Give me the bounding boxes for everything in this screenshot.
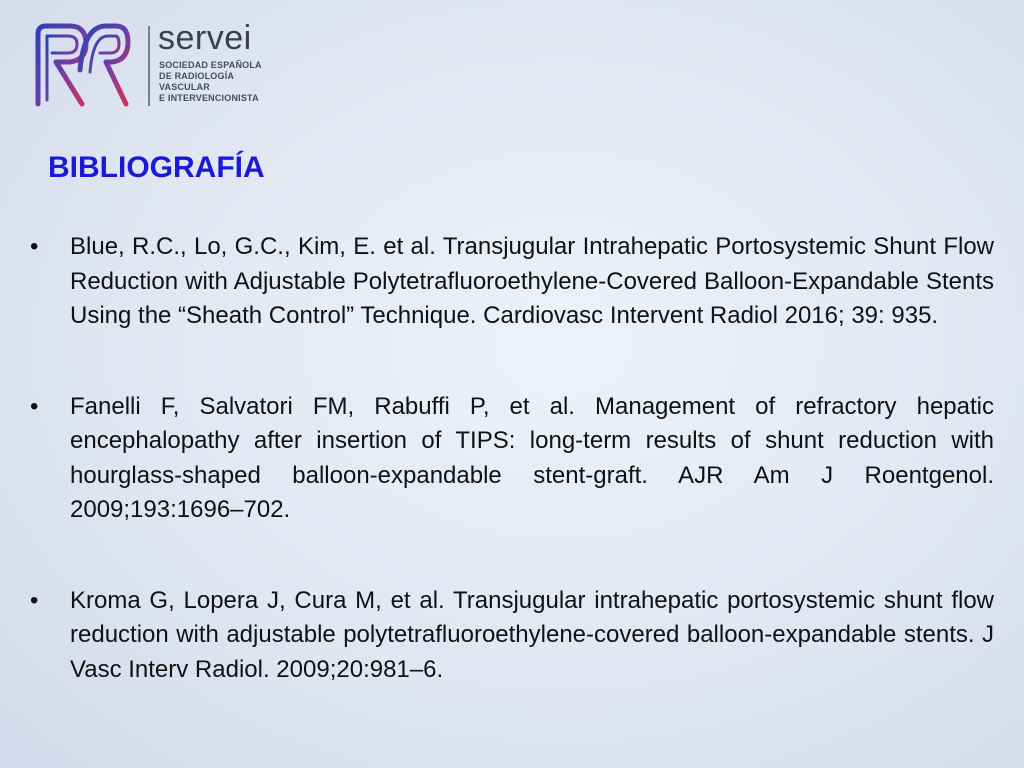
servei-logo-mark-icon [30, 20, 132, 108]
logo-subtitle [159, 60, 262, 104]
reference-item [28, 230, 994, 334]
bullet-icon: • [30, 392, 39, 420]
reference-list [28, 230, 994, 687]
logo-wordmark: servei [158, 19, 252, 57]
reference-item [28, 584, 994, 688]
reference-text: Blue, R.C., Lo, G.C., Kim, E. et al. Transjugular Intrahepatic Portosystemic Shunt Flow Reduction with Adjustable Polytetrafluoroethylene-Covered Balloon-Expandable Stents Using the “Sheath Control” Technique. Cardiovasc Intervent Radiol 2016; 39: 935. [70, 233, 994, 329]
logo-divider [148, 26, 150, 106]
logo-subtitle-line: E INTERVENCIONISTA [159, 93, 259, 103]
bullet-icon: • [30, 233, 39, 260]
logo-subtitle-line: DE RADIOLOGÍA [159, 71, 235, 81]
logo-subtitle-line: SOCIEDAD ESPAÑOLA [159, 60, 262, 70]
bullet-icon: • [30, 586, 39, 614]
reference-item [28, 390, 994, 528]
page-title: BIBLIOGRAFÍA [48, 151, 265, 184]
servei-logo [30, 20, 290, 112]
reference-text: Fanelli F, Salvatori FM, Rabuffi P, et al. Management of refractory hepatic encephalopathy after insertion of TIPS: long-term results of shunt reduction with hourglass-shaped balloon-expandable stent-graft. AJR Am J Roentgenol. 2009;193:1696–702. [70, 392, 994, 523]
reference-text: Kroma G, Lopera J, Cura M, et al. Transjugular intrahepatic portosystemic shunt flow reduction with adjustable polytetrafluoroethylene-covered balloon-expandable stents. J Vasc Interv Radiol. 2009;20:981–6. [70, 586, 994, 683]
logo-subtitle-line: VASCULAR [159, 82, 210, 92]
